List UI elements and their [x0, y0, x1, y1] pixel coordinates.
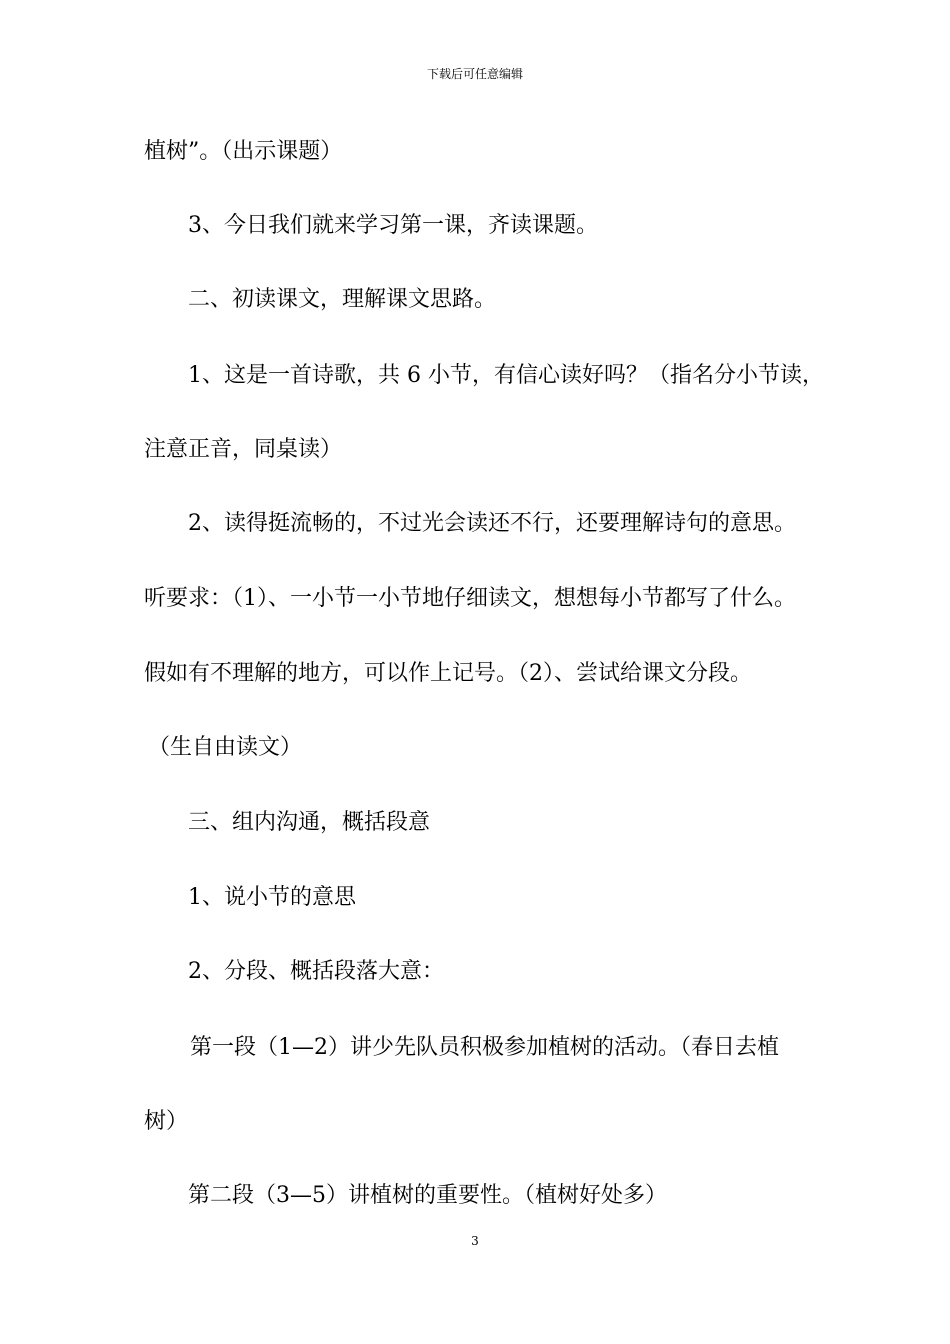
text-line: 1、这是一首诗歌，共 6 小节，有信心读好吗？（指名分小节读，	[188, 363, 824, 388]
text-line: 听要求：（1）、一小节一小节地仔细读文，想想每小节都写了什么。	[144, 586, 796, 611]
text-line: 注意正音，同桌读）	[144, 437, 343, 462]
text-line: 三、组内沟通，概括段意	[188, 810, 431, 835]
text-line: 2、分段、概括段落大意：	[188, 959, 444, 984]
text-line: 树）	[144, 1109, 189, 1134]
text-line: 假如有不理解的地方，可以作上记号。（2）、尝试给课文分段。	[144, 661, 752, 686]
header-note: 下载后可任意编辑	[426, 67, 523, 81]
text-line: （生自由读文）	[148, 735, 303, 760]
text-line: 1、说小节的意思	[188, 885, 356, 910]
text-line: 植树”。（出示课题）	[144, 139, 343, 164]
text-line: 二、初读课文，理解课文思路。	[188, 287, 497, 312]
text-line: 3、今日我们就来学习第一课，齐读课题。	[188, 213, 598, 238]
text-line: 第一段（1—2）讲少先队员积极参加植树的活动。（春日去植	[190, 1035, 779, 1060]
text-line: 2、读得挺流畅的，不过光会读还不行，还要理解诗句的意思。	[188, 511, 796, 536]
text-line: 第二段（3—5）讲植树的重要性。（植树好处多）	[188, 1183, 667, 1208]
page-number: 3	[471, 1234, 479, 1248]
